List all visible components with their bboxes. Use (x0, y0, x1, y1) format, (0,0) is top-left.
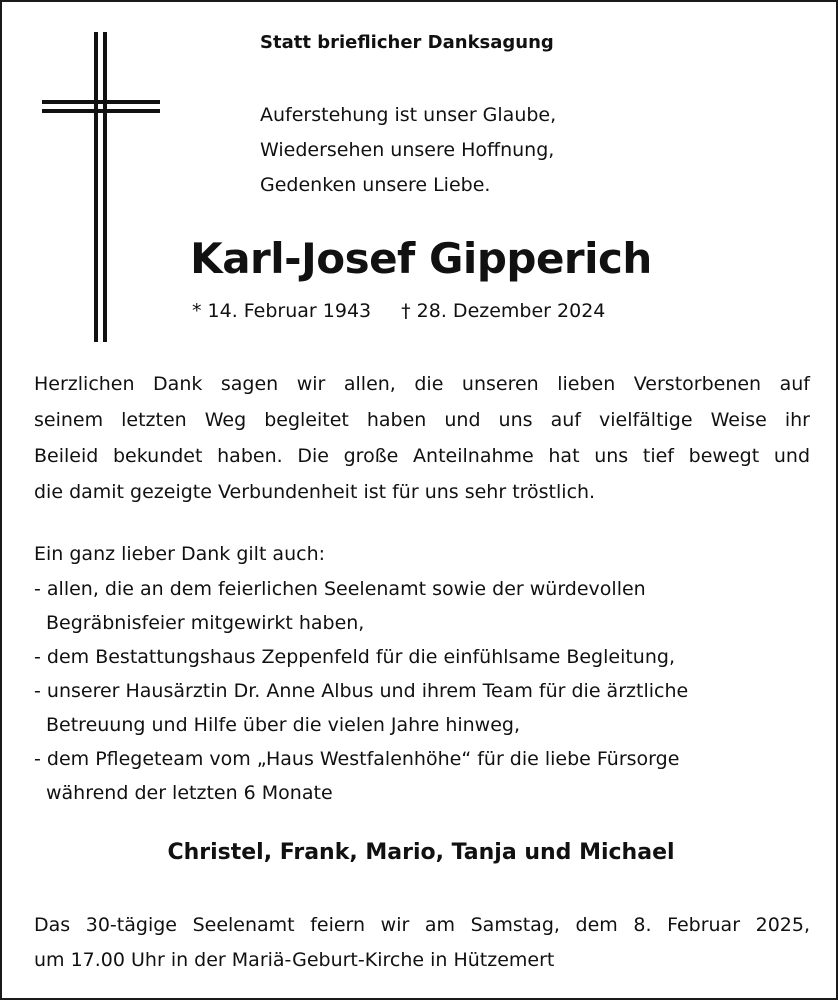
list-item: - allen, die an dem feierlichen Seelenamt sowie der würdevollen (34, 578, 646, 600)
notice-heading: Statt brieflicher Danksagung (260, 32, 554, 53)
service-line: Das 30-tägige Seelenamt feiern wir am Samstag, dem 8. Februar 2025, (34, 914, 810, 936)
birth-date: * 14. Februar 1943 (192, 300, 372, 322)
verse-line: Gedenken unsere Liebe. (260, 174, 491, 196)
paragraph-line: Herzlichen Dank sagen wir allen, die unseren lieben Verstorbenen auf (34, 373, 810, 395)
thanks-list (34, 572, 688, 810)
thanks-intro: Ein ganz lieber Dank gilt auch: (34, 543, 326, 565)
verse-line: Wiedersehen unsere Hoffnung, (260, 139, 555, 161)
list-item: - unserer Hausärztin Dr. Anne Albus und ihrem Team für die ärztliche (34, 680, 689, 702)
thanks-paragraph (34, 366, 810, 510)
cross-icon (42, 32, 162, 342)
deceased-name: Karl-Josef Gipperich (190, 234, 652, 283)
paragraph-line: seinem letzten Weg begleitet haben und uns auf vielfältige Weise ihr (34, 409, 810, 431)
list-item-continuation: Betreuung und Hilfe über die vielen Jahre hinweg, (46, 714, 521, 736)
list-item: - dem Pflegeteam vom „Haus Westfalenhöhe“ für die liebe Fürsorge (34, 748, 680, 770)
paragraph-line: die damit gezeigte Verbundenheit ist für uns sehr tröstlich. (34, 481, 596, 503)
list-item: - dem Bestattungshaus Zeppenfeld für die einfühlsame Begleitung, (34, 646, 675, 668)
death-date: † 28. Dezember 2024 (401, 300, 606, 322)
memorial-service-info (34, 908, 810, 978)
service-line: um 17.00 Uhr in der Mariä-Geburt-Kirche in Hützemert (34, 949, 555, 971)
list-item-continuation: Begräbnisfeier mitgewirkt haben, (46, 612, 365, 634)
life-dates (192, 300, 605, 322)
family-signature: Christel, Frank, Mario, Tanja und Michael (167, 840, 675, 865)
verse-line: Auferstehung ist unser Glaube, (260, 104, 557, 126)
verse (260, 98, 556, 203)
list-item-continuation: während der letzten 6 Monate (46, 782, 333, 804)
paragraph-line: Beileid bekundet haben. Die große Anteilnahme hat uns tief bewegt und (34, 445, 810, 467)
